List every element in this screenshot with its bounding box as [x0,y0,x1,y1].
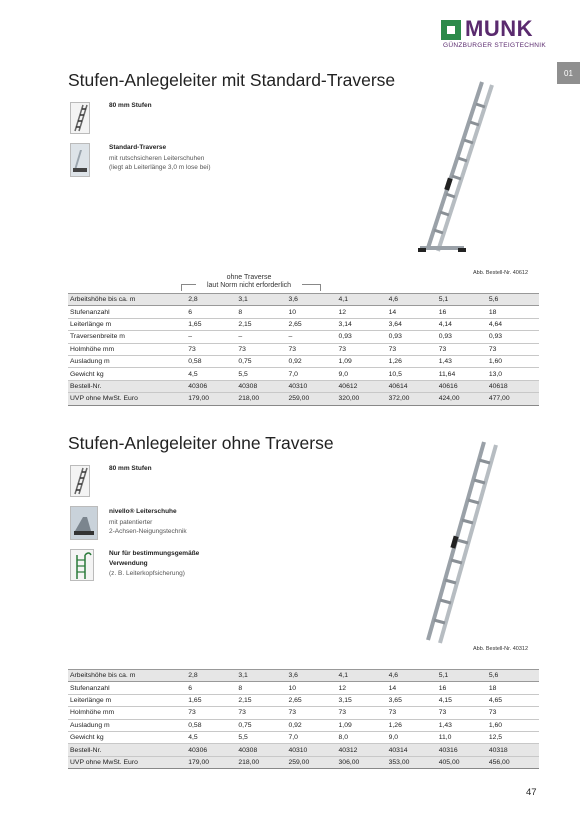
table-cell: 4,15 [439,694,489,706]
table-cell: 3,65 [389,694,439,706]
feature-text: (z. B. Leiterkopfsicherung) [109,570,185,577]
table-cell: 0,58 [188,355,238,367]
table-cell: 14 [389,306,439,318]
feature-title: Standard-Traverse [109,144,167,151]
table-cell: 8,0 [339,731,389,743]
table-cell: 5,6 [489,294,539,306]
table-cell: 0,92 [288,355,338,367]
table-cell: 40612 [339,380,389,392]
table-cell: 7,0 [288,368,338,380]
table-cell: 3,15 [339,694,389,706]
table-row [68,343,539,355]
table-cell: 12 [339,682,389,694]
feature-title: 80 mm Stufen [109,465,152,472]
row-label: Arbeitshöhe bis ca. m [68,670,188,682]
ladder-restricted-icon [70,549,94,581]
table-cell: 1,26 [389,355,439,367]
brand-tagline: GÜNZBURGER STEIGTECHNIK [443,42,546,49]
table-cell: 9,0 [339,368,389,380]
table-cell: 179,00 [188,393,238,405]
feature-text: 2-Achsen-Neigungstechnik [109,528,187,535]
ladder-without-traverse-image [422,440,506,645]
table-cell: 40316 [439,744,489,756]
row-label: UVP ohne MwSt. Euro [68,756,188,768]
table-cell: 9,0 [389,731,439,743]
table-cell: 40618 [489,380,539,392]
spec-table-2 [68,669,539,769]
table-cell: 40318 [489,744,539,756]
table-cell: 40306 [188,744,238,756]
standard-traverse-icon [70,143,90,177]
table-row [68,306,539,318]
table-row [68,368,539,380]
nivello-shoe-icon [70,506,98,540]
table-cell: 3,14 [339,318,389,330]
table-cell: 353,00 [389,756,439,768]
row-label: UVP ohne MwSt. Euro [68,393,188,405]
table-cell: 73 [288,707,338,719]
row-label: Leiterlänge m [68,694,188,706]
brand-name: MUNK [465,16,533,41]
row-label: Bestell-Nr. [68,744,188,756]
table-cell: 456,00 [489,756,539,768]
row-label: Stufenanzahl [68,306,188,318]
table-cell: 12 [339,306,389,318]
table-cell: 2,15 [238,694,288,706]
table-cell: 73 [339,343,389,355]
table-row [68,331,539,343]
table-row [68,756,539,768]
table-cell: 13,0 [489,368,539,380]
table-cell: 73 [439,707,489,719]
table-cell: 2,65 [288,318,338,330]
table-cell: 477,00 [489,393,539,405]
table-cell: 2,8 [188,670,238,682]
table-row [68,731,539,743]
table-cell: 0,93 [489,331,539,343]
table-cell: 0,58 [188,719,238,731]
table-cell: 73 [238,707,288,719]
row-label: Ausladung m [68,355,188,367]
table-cell: 4,6 [389,294,439,306]
table-row [68,682,539,694]
table-cell: 1,65 [188,694,238,706]
table-cell: 1,26 [389,719,439,731]
feature-title: Nur für bestimmungsgemäße [109,550,200,557]
table-row [68,670,539,682]
munk-logo [441,18,551,50]
traverse-note-line: ohne Traverse [226,274,272,281]
table-cell: 18 [489,306,539,318]
feature-text: mit patentierter [109,519,153,526]
row-label: Gewicht kg [68,368,188,380]
table-cell: 372,00 [389,393,439,405]
table-cell: 40614 [389,380,439,392]
table-cell: 4,14 [439,318,489,330]
table-cell: 5,5 [238,368,288,380]
table-cell: 16 [439,306,489,318]
table-cell: 3,1 [238,294,288,306]
feature-title: nivello® Leiterschuhe [109,508,177,515]
table-cell: 4,1 [339,670,389,682]
row-label: Traversenbreite m [68,331,188,343]
image-caption: Abb. Bestell-Nr. 40612 [473,270,529,276]
table-cell: 306,00 [339,756,389,768]
table-cell: 320,00 [339,393,389,405]
table-cell: 0,75 [238,719,288,731]
table-cell: 73 [288,343,338,355]
table-cell: 4,5 [188,731,238,743]
table-row [68,744,539,756]
table-cell: – [288,331,338,343]
traverse-note-line: laut Norm nicht erforderlich [206,282,292,289]
table-cell: 4,5 [188,368,238,380]
table-cell: 16 [439,682,489,694]
table-row [68,355,539,367]
table-cell: 73 [238,343,288,355]
feature-text: (liegt ab Leiterlänge 3,0 m lose bei) [109,164,211,171]
table-row [68,318,539,330]
row-label: Bestell-Nr. [68,380,188,392]
table-cell: 4,65 [489,694,539,706]
feature-title-cont: Verwendung [109,560,148,567]
page-number: 47 [526,787,537,798]
feature-title: 80 mm Stufen [109,102,152,109]
table-cell: 218,00 [238,756,288,768]
spec-table-1 [68,293,539,406]
table-cell: 40308 [238,380,288,392]
ladder-with-traverse-image [418,80,508,258]
table-cell: 0,93 [439,331,489,343]
table-cell: 0,75 [238,355,288,367]
chapter-tab: 01 [557,62,580,84]
table-cell: 405,00 [439,756,489,768]
section1-title: Stufen-Anlegeleiter mit Standard-Traverse [68,70,396,90]
table-cell: 11,0 [439,731,489,743]
table-cell: 3,64 [389,318,439,330]
table-cell: 73 [489,343,539,355]
table-row [68,694,539,706]
table-row [68,719,539,731]
step-80mm-icon [70,102,90,134]
row-label: Holmhöhe mm [68,343,188,355]
table-cell: 2,65 [288,694,338,706]
table-cell: 5,1 [439,294,489,306]
row-label: Ausladung m [68,719,188,731]
table-cell: 2,8 [188,294,238,306]
table-cell: 73 [389,707,439,719]
row-label: Leiterlänge m [68,318,188,330]
table-cell: 424,00 [439,393,489,405]
table-cell: 12,5 [489,731,539,743]
table-row [68,393,539,405]
table-cell: 40310 [288,744,338,756]
table-cell: 3,6 [288,294,338,306]
table-cell: 18 [489,682,539,694]
table-cell: 6 [188,306,238,318]
table-cell: 1,09 [339,719,389,731]
table-cell: – [238,331,288,343]
table-cell: 40310 [288,380,338,392]
row-label: Arbeitshöhe bis ca. m [68,294,188,306]
table-cell: 73 [188,343,238,355]
table-cell: 73 [188,707,238,719]
table-cell: 10 [288,306,338,318]
table-cell: 218,00 [238,393,288,405]
table-row [68,707,539,719]
row-label: Gewicht kg [68,731,188,743]
table-cell: 179,00 [188,756,238,768]
table-cell: 5,5 [238,731,288,743]
table-cell: 3,6 [288,670,338,682]
table-cell: 5,1 [439,670,489,682]
table-cell: 6 [188,682,238,694]
table-cell: 3,1 [238,670,288,682]
table-cell: 10,5 [389,368,439,380]
table-cell: 4,1 [339,294,389,306]
table-cell: 4,64 [489,318,539,330]
table-cell: 259,00 [288,756,338,768]
step-80mm-icon [70,465,90,497]
table-cell: 73 [489,707,539,719]
section2-title: Stufen-Anlegeleiter ohne Traverse [68,433,334,453]
table-cell: 40306 [188,380,238,392]
table-cell: 14 [389,682,439,694]
table-cell: 259,00 [288,393,338,405]
table-cell: 40308 [238,744,288,756]
table-cell: 1,43 [439,355,489,367]
table-cell: 5,6 [489,670,539,682]
table-cell: 73 [339,707,389,719]
table-cell: 8 [238,682,288,694]
table-row [68,294,539,306]
table-cell: 8 [238,306,288,318]
table-cell: 1,60 [489,355,539,367]
table-cell: 73 [439,343,489,355]
table-cell: 1,60 [489,719,539,731]
table-cell: 1,09 [339,355,389,367]
table-cell: 4,6 [389,670,439,682]
table-cell: 40616 [439,380,489,392]
table-cell: 11,64 [439,368,489,380]
table-cell: 40314 [389,744,439,756]
table-cell: 2,15 [238,318,288,330]
table-cell: 1,43 [439,719,489,731]
table-cell: 1,65 [188,318,238,330]
munk-logo-mark [441,20,461,40]
table-cell: 7,0 [288,731,338,743]
table-cell: 40312 [339,744,389,756]
table-cell: 0,93 [339,331,389,343]
table-cell: 73 [389,343,439,355]
table-cell: – [188,331,238,343]
image-caption: Abb. Bestell-Nr. 40312 [473,646,529,652]
table-row [68,380,539,392]
row-label: Holmhöhe mm [68,707,188,719]
row-label: Stufenanzahl [68,682,188,694]
traverse-note [196,274,302,290]
table-cell: 10 [288,682,338,694]
feature-text: mit rutschsicheren Leiterschuhen [109,155,205,162]
table-cell: 0,92 [288,719,338,731]
table-cell: 0,93 [389,331,439,343]
